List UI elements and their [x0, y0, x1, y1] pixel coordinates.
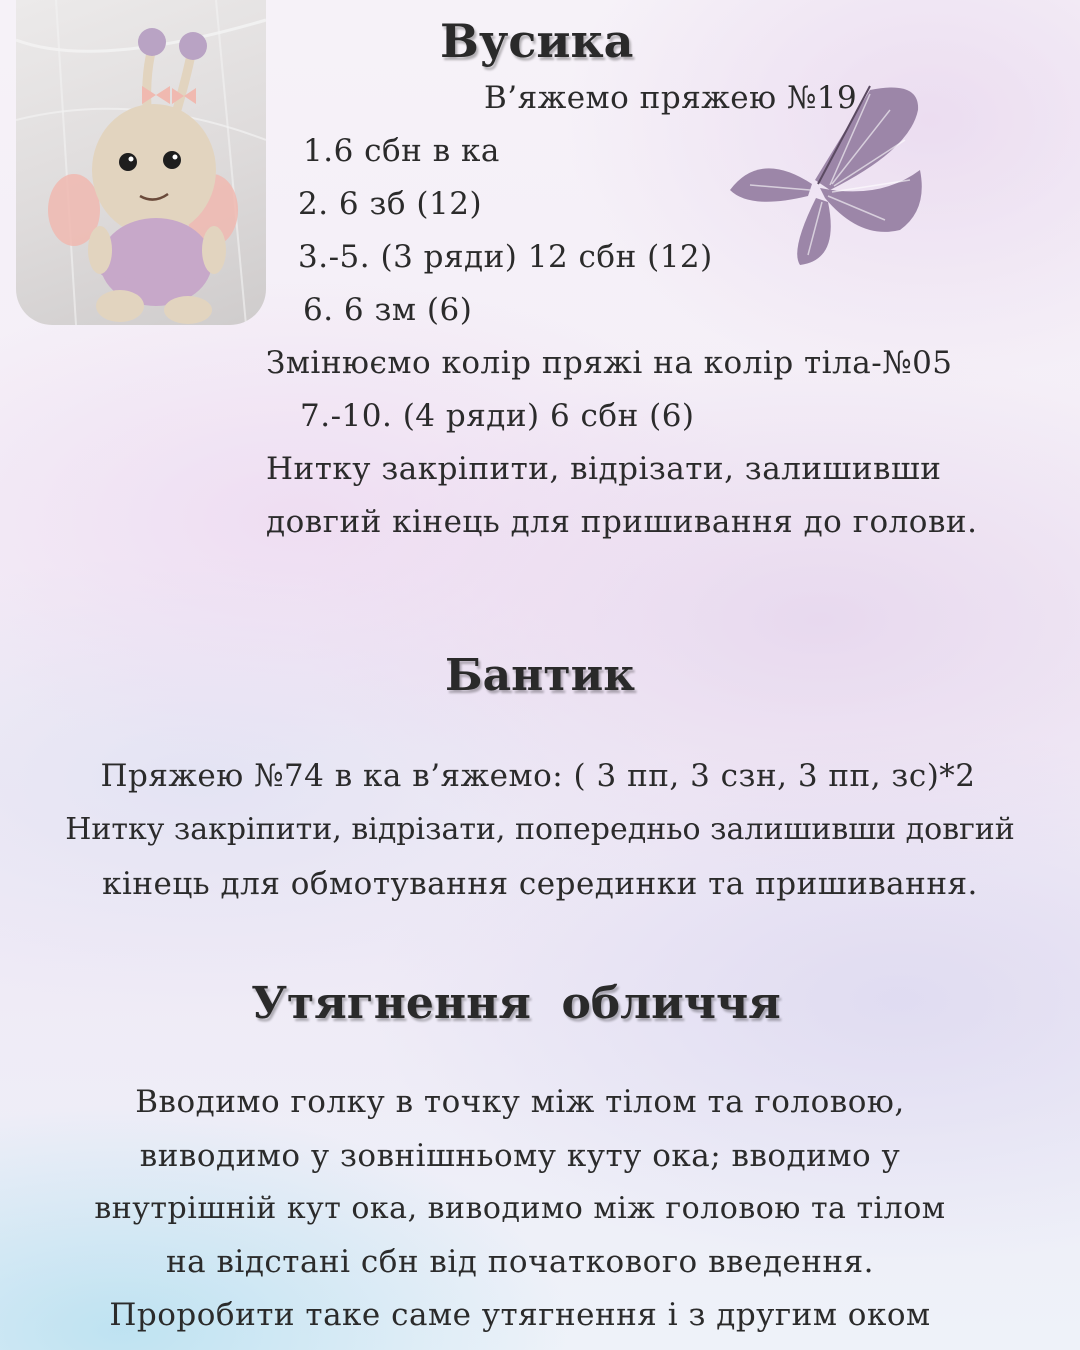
section-title-antennae: Вусика: [440, 14, 634, 68]
crochet-toy-photo-icon: [16, 0, 266, 325]
bow-line: Пряжею №74 в ка в’яжемо: ( 3 пп, 3 сзн, 3 пп, зс)*2: [100, 758, 976, 794]
antennae-line: Нитку закріпити, відрізати, залишивши: [266, 451, 942, 487]
section-title-bow: Бантик: [445, 650, 635, 701]
antennae-line: Змінюємо колір пряжі на колір тіла-№05: [266, 345, 953, 381]
face-line: виводимо у зовнішньому куту ока; вводимо у: [139, 1138, 901, 1174]
bow-line: кінець для обмотування серединки та пришивання.: [102, 866, 978, 902]
section-title-face: Утягнення обличчя: [251, 978, 781, 1029]
antennae-line: довгий кінець для пришивання до голови.: [266, 504, 978, 540]
antennae-line: В’яжемо пряжею №19: [484, 80, 858, 116]
toy-photo: [16, 0, 266, 325]
face-line: Проробити таке саме утягнення і з другим оком: [109, 1297, 931, 1333]
antennae-line: 2. 6 зб (12): [298, 186, 483, 222]
face-line: Вводимо голку в точку між тілом та головою,: [135, 1084, 905, 1120]
antennae-line: 6. 6 зм (6): [303, 292, 473, 328]
bow-line: Нитку закріпити, відрізати, попередньо залишивши довгий: [65, 812, 1015, 847]
antennae-line: 3.-5. (3 ряди) 12 сбн (12): [298, 239, 713, 275]
antennae-line: 1.6 сбн в ка: [303, 133, 500, 169]
antennae-line: 7.-10. (4 ряди) 6 сбн (6): [300, 398, 695, 434]
face-line: внутрішній кут ока, виводимо між головою та тілом: [94, 1191, 946, 1226]
face-line: на відстані сбн від початкового введення.: [165, 1244, 874, 1280]
